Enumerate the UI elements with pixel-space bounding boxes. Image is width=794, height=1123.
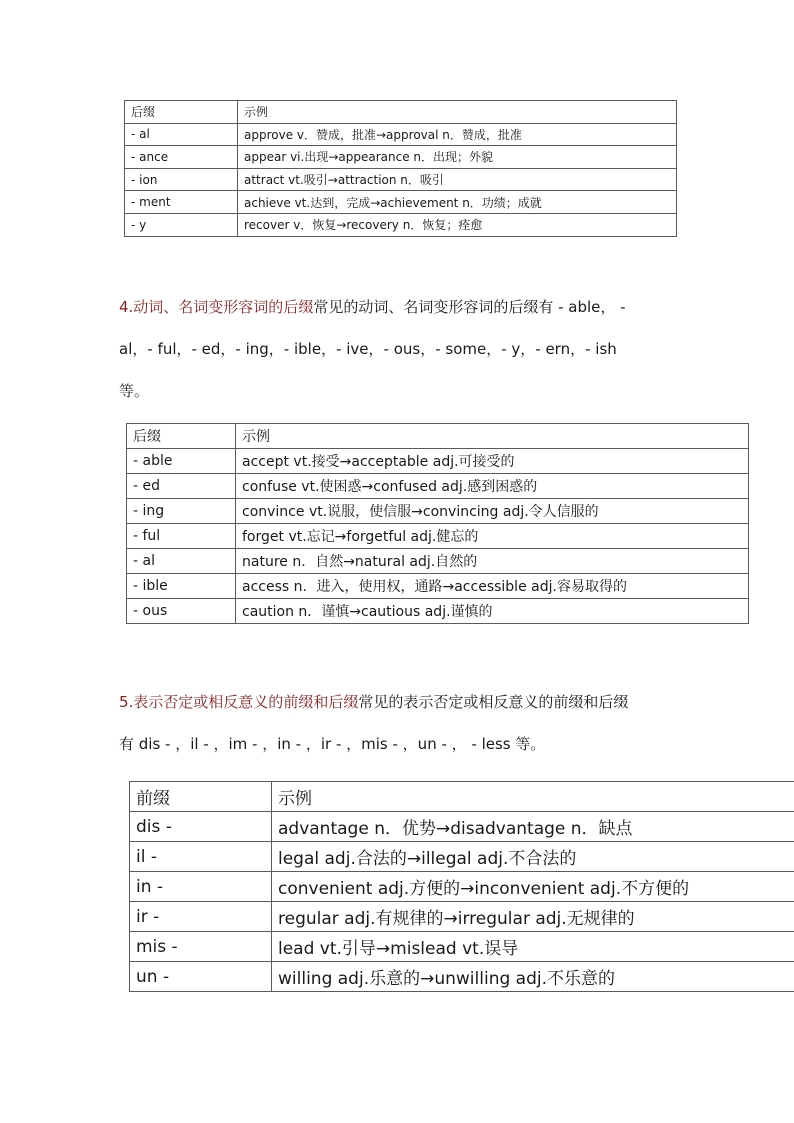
- example-cell: nature n．自然→natural adj.自然的: [236, 549, 749, 574]
- example-cell: convenient adj.方便的→inconvenient adj.不方便的: [272, 872, 794, 902]
- table-header-row: [125, 101, 677, 124]
- section4-paragraph-line2: al，- ful，- ed，- ing，- ible，- ive，- ous，- some，- y，- ern，- ish: [119, 340, 617, 358]
- example-cell: caution n．谨慎→cautious adj.谨慎的: [236, 599, 749, 624]
- prefix-cell: un -: [130, 962, 272, 992]
- table-header-row: [130, 782, 794, 812]
- example-cell: accept vt.接受→acceptable adj.可接受的: [236, 449, 749, 474]
- table-row: [125, 123, 677, 146]
- table-row: [127, 524, 749, 549]
- prefix-cell: il -: [130, 842, 272, 872]
- table-row: [127, 574, 749, 599]
- prefix-table-negation: [129, 781, 794, 992]
- suffix-cell: - ous: [127, 599, 236, 624]
- table-header-row: [127, 424, 749, 449]
- table-row: [130, 962, 794, 992]
- suffix-table-adjectives: [126, 423, 749, 624]
- example-cell: willing adj.乐意的→unwilling adj.不乐意的: [272, 962, 794, 992]
- suffix-cell: - ion: [125, 168, 238, 191]
- prefix-cell: mis -: [130, 932, 272, 962]
- example-cell: regular adj.有规律的→irregular adj.无规律的: [272, 902, 794, 932]
- table-row: [127, 599, 749, 624]
- suffix-cell: - ible: [127, 574, 236, 599]
- table-row: [125, 168, 677, 191]
- suffix-cell: - able: [127, 449, 236, 474]
- suffix-cell: - ance: [125, 146, 238, 169]
- table-row: [127, 499, 749, 524]
- table-row: [130, 932, 794, 962]
- table-row: [125, 146, 677, 169]
- header-cell: 后缀: [127, 424, 236, 449]
- suffix-cell: - al: [125, 123, 238, 146]
- example-cell: access n．进入，使用权，通路→accessible adj.容易取得的: [236, 574, 749, 599]
- section5-heading: 5.表示否定或相反意义的前缀和后缀: [119, 693, 359, 711]
- table-row: [127, 449, 749, 474]
- suffix-cell: - ful: [127, 524, 236, 549]
- example-cell: attract vt.吸引→attraction n．吸引: [238, 168, 677, 191]
- header-cell: 前缀: [130, 782, 272, 812]
- example-cell: achieve vt.达到，完成→achievement n．功绩；成就: [238, 191, 677, 214]
- section5-paragraph-line2: 有 dis - ，il - ，im - ，in - ，ir - ，mis - ，un - ， - less 等。: [119, 735, 546, 753]
- suffix-cell: - ed: [127, 474, 236, 499]
- example-cell: confuse vt.使困惑→confused adj.感到困惑的: [236, 474, 749, 499]
- example-cell: forget vt.忘记→forgetful adj.健忘的: [236, 524, 749, 549]
- example-cell: approve v．赞成，批准→approval n．赞成，批准: [238, 123, 677, 146]
- table-row: [125, 191, 677, 214]
- section4-heading: 4.动词、名词变形容词的后缀: [119, 298, 314, 316]
- section5-paragraph-line1: [119, 691, 628, 712]
- section4-paragraph-line3: 等。: [119, 382, 150, 400]
- header-cell: 后缀: [125, 101, 238, 124]
- prefix-cell: in -: [130, 872, 272, 902]
- header-cell: 示例: [238, 101, 677, 124]
- example-cell: lead vt.引导→mislead vt.误导: [272, 932, 794, 962]
- table-row: [130, 842, 794, 872]
- suffix-cell: - al: [127, 549, 236, 574]
- table-row: [127, 549, 749, 574]
- section4-paragraph-line1: [119, 296, 626, 317]
- suffix-table-nouns: [124, 100, 677, 237]
- section5-text: 常见的表示否定或相反意义的前缀和后缀: [358, 693, 629, 711]
- table-row: [130, 812, 794, 842]
- section4-text: 常见的动词、名词变形容词的后缀有 - able， -: [313, 298, 626, 316]
- prefix-cell: ir -: [130, 902, 272, 932]
- example-cell: legal adj.合法的→illegal adj.不合法的: [272, 842, 794, 872]
- suffix-cell: - ing: [127, 499, 236, 524]
- prefix-cell: dis -: [130, 812, 272, 842]
- header-cell: 示例: [236, 424, 749, 449]
- table-row: [130, 902, 794, 932]
- suffix-cell: - y: [125, 213, 238, 236]
- header-cell: 示例: [272, 782, 794, 812]
- suffix-cell: - ment: [125, 191, 238, 214]
- table-row: [127, 474, 749, 499]
- example-cell: advantage n．优势→disadvantage n．缺点: [272, 812, 794, 842]
- table-row: [125, 213, 677, 236]
- example-cell: recover v．恢复→recovery n．恢复；痊愈: [238, 213, 677, 236]
- example-cell: convince vt.说服，使信服→convincing adj.令人信服的: [236, 499, 749, 524]
- example-cell: appear vi.出现→appearance n．出现；外貌: [238, 146, 677, 169]
- table-row: [130, 872, 794, 902]
